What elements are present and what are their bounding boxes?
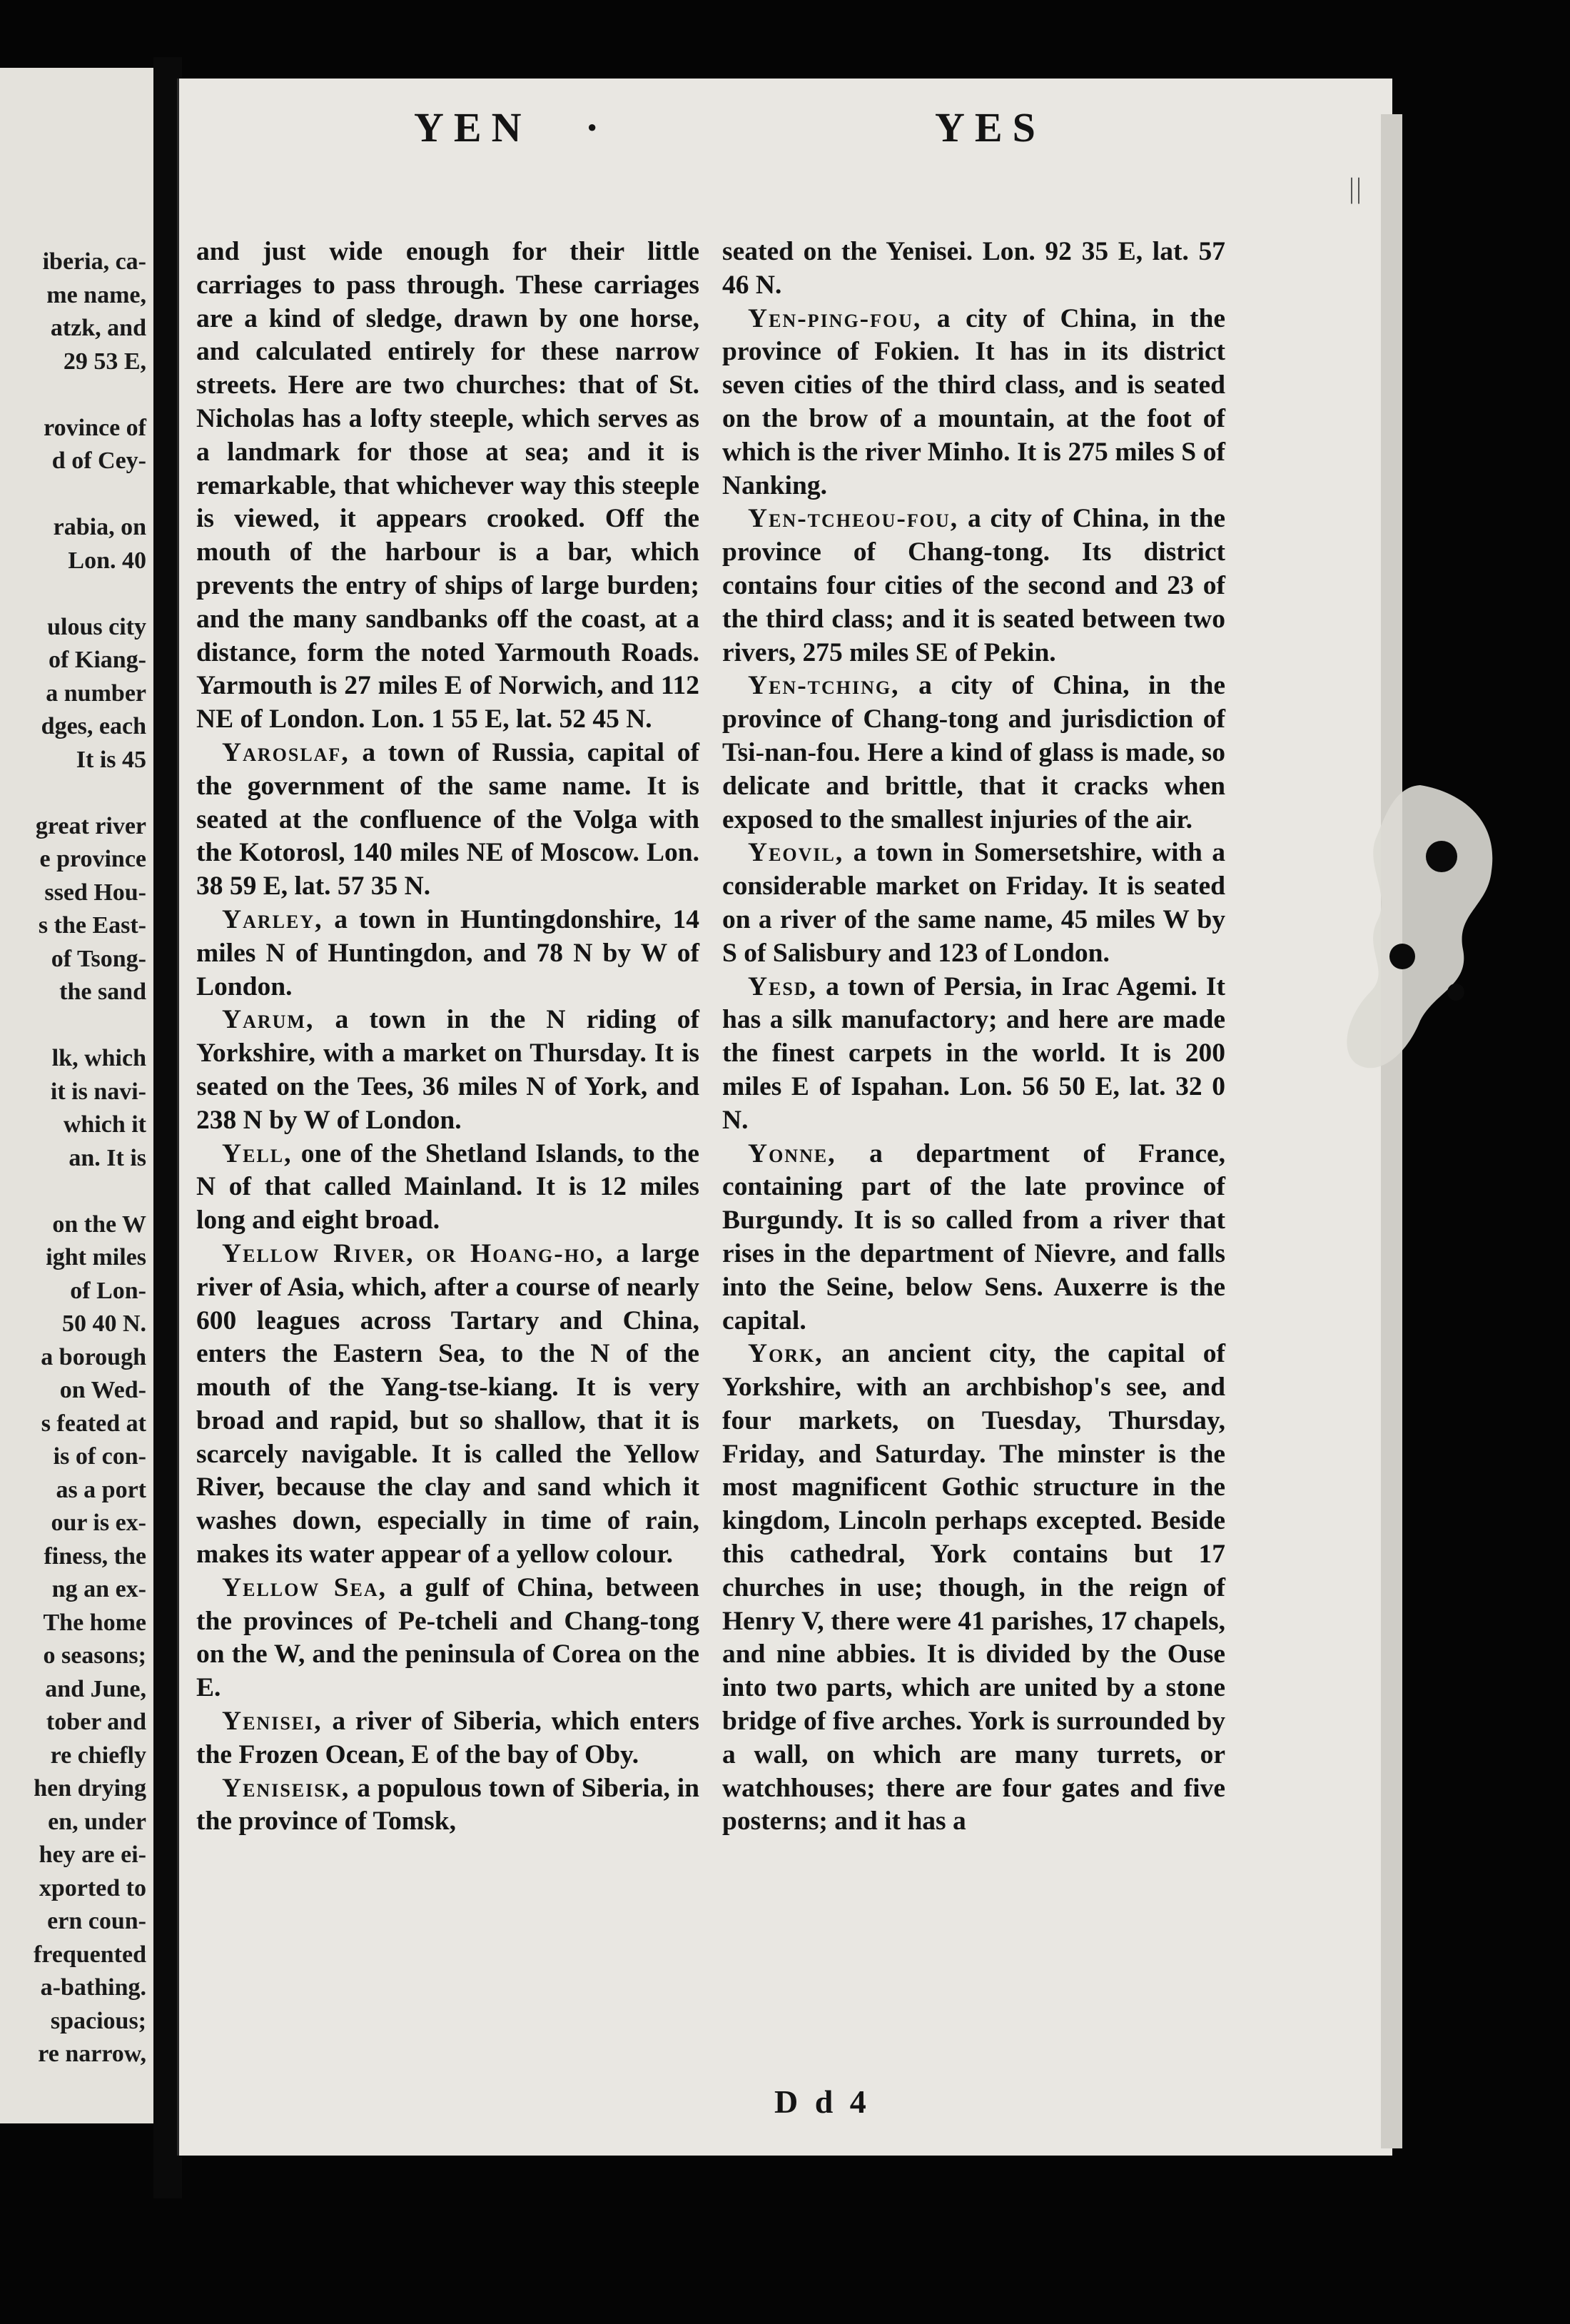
gazetteer-entry: [196, 1705, 699, 1772]
entry-body: and just wide enough for their little carriages to pass through. These carriages are a kind of sledge, drawn by one horse, and calculated entirely for these narrow streets. Here are two churches: that of St. Nicholas has a lofty steeple, which serves as a landmark for those at sea; and it is remarkable, that whichever way this steeple is viewed, it appears crooked. Off the mouth of the harbour is a bar, which prevents the entry of ships of large burden; and the many sandbanks off the coast, at a distance, form the noted Yarmouth Roads. Yarmouth is 27 miles E of Norwich, and 112 NE of London. Lon. 1 55 E, lat. 52 45 N.: [196, 237, 699, 734]
gazetteer-entry: [196, 1572, 699, 1705]
left-page-line: s feated at: [41, 1410, 146, 1437]
text-column-left: [196, 236, 699, 1839]
left-page-line: 29 53 E,: [63, 348, 146, 375]
left-page-line: a number: [46, 679, 146, 707]
gazetteer-entry: [196, 1138, 699, 1238]
left-page-line: tober and: [46, 1709, 146, 1735]
gazetteer-entry: [722, 1138, 1225, 1338]
left-page-line: of Kiang-: [49, 647, 146, 673]
left-page-line: is of con-: [53, 1443, 146, 1470]
left-page-line: rovince of: [44, 414, 146, 441]
entry-body: a city of China, in the province of Fokien. It has in its district seven cities of the third class, and is seated on the brow of a mountain, at the foot of which is the river Minho. It is 275 miles S of Nanking.: [722, 303, 1225, 500]
entry-body: a city of China, in the province of Chang-tong. Its district contains four cities of the second and 23 of the third class; and it is seated between two rivers, 275 miles SE of Pekin.: [722, 504, 1225, 667]
left-page-line: a borough: [41, 1343, 146, 1370]
entry-headword: Yeniseisk,: [222, 1773, 350, 1803]
left-page-line: lk, which: [51, 1045, 146, 1071]
gazetteer-entry: [196, 236, 699, 737]
entry-body: a town in Huntingdonshire, 14 miles N of Huntingdon, and 78 N by W of London.: [196, 904, 699, 1001]
running-head-left: YEN: [414, 104, 532, 151]
left-page-line: great river: [35, 812, 146, 839]
gazetteer-entry: [722, 502, 1225, 670]
left-page-line: of Lon-: [70, 1277, 146, 1304]
entry-body: a gulf of China, between the provinces of Pe-tcheli and Chang-tong on the W, and the peninsula of Corea on the E.: [196, 1572, 699, 1703]
left-page-line: ssed Hou-: [44, 879, 146, 906]
left-page-line: Lon. 40: [68, 547, 146, 574]
left-page-line: and June,: [45, 1675, 146, 1702]
entry-headword: Yonne,: [748, 1138, 836, 1168]
left-page-line: atzk, and: [50, 315, 146, 341]
entry-body: a city of China, in the province of Chang-tong and jurisdiction of Tsi-nan-fou. Here a kind of glass is made, so delicate and brittle, that it cracks when exposed to the smallest injuries of the air.: [722, 671, 1225, 834]
left-page-line: iberia, ca-: [42, 248, 146, 275]
entry-body: a department of France, containing part of the late province of Burgundy. It is so called from a river that rises in the department of Nievre, and falls into the Seine, below Sens. Auxerre is the capital.: [722, 1138, 1225, 1335]
entry-body: an ancient city, the capital of Yorkshire, with an archbishop's see, and four markets, on Tuesday, Thursday, Friday, and Saturday. The minster is the most magnificent Gothic structure in the kingdom, Lincoln perhaps excepted. Beside this cathedral, York contains but 17 churches in use; though, in the reign of Henry V, there were 41 parishes, 17 chapels, and nine abbies. It is divided by the Ouse into two parts, which are united by a stone bridge of five arches. York is surrounded by a wall, on which are many turrets, or watchhouses; there are four gates and five posterns; and it has a: [722, 1339, 1225, 1837]
left-page-line: which it: [63, 1111, 146, 1138]
left-page-line: finess, the: [44, 1542, 146, 1570]
gazetteer-entry: [722, 837, 1225, 970]
entry-headword: Yeovil,: [748, 838, 844, 868]
left-page-line: frequented: [33, 1941, 146, 1968]
left-page-line: e province: [39, 846, 146, 872]
text-column-right: [722, 236, 1225, 1839]
left-page-line: en, under: [48, 1808, 146, 1835]
gazetteer-entry: [722, 303, 1225, 503]
entry-headword: Yarley,: [222, 904, 323, 934]
entry-body: a town of Russia, capital of the government of the same name. It is seated at the confluence of the Volga with the Kotorosl, 140 miles NE of Moscow. Lon. 38 59 E, lat. 57 35 N.: [196, 737, 699, 901]
left-page-line: ern coun-: [47, 1908, 146, 1934]
gazetteer-entry: [722, 1338, 1225, 1839]
gazetteer-entry: [722, 971, 1225, 1138]
page-edge: [1381, 114, 1402, 2148]
entry-headword: Yen-ping-fou,: [748, 303, 922, 333]
entry-body: seated on the Yenisei. Lon. 92 35 E, lat. 57 46 N.: [722, 237, 1225, 300]
running-head-dot: ·: [585, 104, 599, 151]
entry-body: one of the Shetland Islands, to the N of that called Mainland. It is 12 miles long and eight broad.: [196, 1138, 699, 1236]
left-page-line: xported to: [39, 1874, 146, 1901]
entry-body: a town in Somersetshire, with a considerable market on Friday. It is seated on a river of the same name, 45 miles W by S of Salisbury and 123 of London.: [722, 838, 1225, 968]
entry-headword: Yesd,: [748, 971, 818, 1001]
left-page-line: me name,: [46, 281, 146, 308]
left-page-line: of Tsong-: [51, 945, 146, 972]
entry-headword: Yellow Sea,: [222, 1572, 388, 1602]
gazetteer-entry: [196, 737, 699, 904]
left-page-line: as a port: [56, 1476, 146, 1503]
left-page-line: an. It is: [69, 1144, 146, 1171]
left-page-line: 50 40 N.: [61, 1310, 146, 1337]
gazetteer-entry: [722, 670, 1225, 837]
entry-headword: Yenisei,: [222, 1707, 323, 1737]
entry-body: a populous town of Siberia, in the province of Tomsk,: [196, 1773, 699, 1837]
left-page-line: s the East-: [38, 912, 146, 939]
left-page-line: hey are ei-: [39, 1841, 146, 1868]
entry-headword: Yen-tching,: [748, 671, 900, 701]
left-facing-page: [0, 68, 158, 2123]
left-page-line: our is ex-: [51, 1510, 146, 1536]
left-page-line: rabia, on: [53, 514, 146, 540]
gazetteer-entry: [196, 904, 699, 1004]
left-page-line: d of Cey-: [51, 448, 146, 474]
left-page-line: spacious;: [50, 2007, 146, 2034]
entry-headword: Yaroslaf,: [222, 737, 350, 767]
signature-mark: D d 4: [774, 2083, 871, 2120]
left-page-line: a-bathing.: [40, 1974, 146, 2001]
margin-mark: ||: [1349, 172, 1364, 204]
entry-body: a town of Persia, in Irac Agemi. It has a silk manufactory; and here are made the finest carpets in the world. It is 200 miles E of Ispahan. Lon. 56 50 E, lat. 32 0 N.: [722, 971, 1225, 1135]
entry-headword: Yellow River,: [222, 1238, 415, 1268]
left-page-line: on Wed-: [59, 1377, 146, 1403]
entry-headword: Yen-tcheou-fou,: [748, 504, 959, 534]
entry-body: a town in the N riding of Yorkshire, with a market on Thursday. It is seated on the Tees, 36 miles N of York, and 238 N by W of London.: [196, 1005, 699, 1135]
entry-body: a river of Siberia, which enters the Frozen Ocean, E of the bay of Oby.: [196, 1707, 699, 1769]
left-page-line: ight miles: [46, 1244, 146, 1270]
left-page-line: o seasons;: [43, 1642, 146, 1669]
entry-headword: York,: [748, 1339, 824, 1369]
gazetteer-entry: [196, 1772, 699, 1839]
left-page-line: dges, each: [41, 713, 146, 739]
left-page-line: The home: [43, 1609, 146, 1636]
left-page-line: It is 45: [76, 746, 146, 773]
left-page-line: re chiefly: [50, 1742, 146, 1769]
running-head-right: YES: [935, 104, 1045, 151]
entry-body: a large river of Asia, which, after a course of nearly 600 leagues across Tartary and China, enters the Eastern Sea, to the N of the mouth of the Yang-tse-kiang. It is very broad and rapid, but so shallow, that it is scarcely navigable. It is called the Yellow River, because the clay and sand which it washes down, especially in time of rain, makes its water appear of a yellow colour.: [196, 1238, 699, 1570]
left-page-line: the sand: [59, 979, 146, 1005]
entry-headword: Yell,: [222, 1138, 293, 1168]
gazetteer-entry: [196, 1004, 699, 1137]
left-page-line: re narrow,: [38, 2041, 146, 2067]
entry-headword-alt: or Hoang-ho,: [426, 1238, 604, 1268]
left-page-line: it is navi-: [50, 1078, 146, 1105]
gazetteer-entry: [722, 236, 1225, 303]
gazetteer-entry: [196, 1238, 699, 1572]
left-page-line: on the W: [52, 1211, 146, 1238]
left-page-line: ulous city: [47, 613, 146, 640]
left-page-line: hen drying: [34, 1775, 146, 1802]
entry-headword: Yarum,: [222, 1005, 315, 1035]
left-page-line: ng an ex-: [51, 1576, 146, 1602]
